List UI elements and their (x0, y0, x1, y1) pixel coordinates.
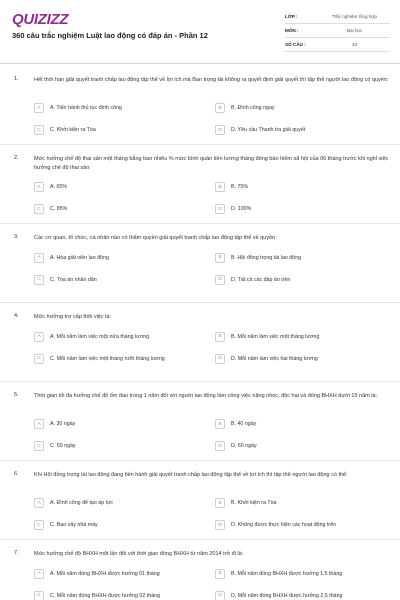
option-text: B. Mỗi năm làm việc một tháng lương (231, 333, 320, 340)
answer-option-b[interactable] (215, 252, 380, 264)
answer-option-d[interactable] (215, 274, 380, 286)
answer-option-d[interactable] (215, 353, 380, 365)
option-text: C. Bao vây nhà máy (50, 522, 98, 528)
question-text: Mức hưởng chế độ BHXH một lần đối với thời gian đóng BHXH từ năm 2014 trở đi là: (34, 551, 244, 557)
option-text: D. Tất cả các đáp án trên (231, 276, 291, 283)
answer-option-a[interactable] (34, 497, 199, 509)
question-text: Các cơ quan, tổ chức, cá nhân nào có thẩm quyền giải quyết tranh chấp lao động tập thể về quyền: (34, 235, 277, 241)
question-number: 6. (14, 471, 19, 477)
option-text: A. Mỗi năm đóng BHXH được hưởng 01 tháng (50, 570, 160, 577)
answer-option-c[interactable] (34, 440, 199, 452)
info-value: 23 (351, 42, 358, 47)
option-letter-box: A (34, 253, 44, 263)
info-value: Trắc nghiệm tổng hợp (332, 14, 377, 19)
option-letter-box: A (34, 498, 44, 508)
worksheet-header (0, 0, 400, 60)
option-letter-box: D (215, 125, 225, 135)
option-letter-box: B (215, 253, 225, 263)
header-divider (0, 63, 400, 64)
question-text: Khi Hội đồng trọng tài lao động đang tiến hành giải quyết tranh chấp lao động tập thể về lợi ích thì tập thể người lao động có thể: (34, 472, 348, 478)
option-text: D. 100% (231, 206, 252, 212)
question-item (0, 382, 400, 461)
option-text: B. 75% (231, 184, 249, 190)
answer-option-c[interactable] (34, 590, 199, 600)
answer-option-c[interactable] (34, 519, 199, 531)
option-letter-box: D (215, 520, 225, 530)
question-item (0, 66, 400, 145)
question-text: Mức hưởng chế độ thai sản một tháng bằng bao nhiêu % mức bình quân tiền lương tháng đóng bảo hiểm xã hội của 06 tháng trước khi nghỉ việc hưởng chế độ thai sản: (34, 156, 389, 171)
option-letter-box: D (215, 204, 225, 214)
option-letter-box: C (34, 275, 44, 285)
option-text: A. Đình công để tạo áp lực (50, 500, 114, 506)
question-list (0, 66, 400, 600)
question-item (0, 303, 400, 382)
question-number: 2. (14, 155, 19, 161)
option-text: C. Tòa án nhân dân (50, 276, 97, 283)
option-text: A. Mỗi năm làm việc một nửa tháng lương (50, 333, 150, 340)
option-letter-box: C (34, 591, 44, 600)
option-text: C. Mỗi năm đóng BHXH được hưởng 02 tháng (50, 592, 161, 599)
question-text: Mức hưởng trợ cấp thôi việc là: (34, 314, 111, 320)
option-text: C. 50 ngày (50, 443, 76, 449)
option-text: C. 85% (50, 206, 68, 212)
info-key: LỚP : (285, 14, 298, 19)
question-text: Thời gian tối đa hưởng chế độ ốm đau trong 1 năm đối với người lao động làm công việc nặng nhọc, độc hại và đóng BHXH dưới 15 năm là: (34, 393, 378, 399)
option-text: D. Yêu cầu Thanh tra giải quyết (231, 127, 306, 133)
option-letter-box: C (34, 441, 44, 451)
option-text: A. Tiến hành thủ tục đình công (50, 105, 122, 111)
question-number: 1. (14, 76, 19, 82)
info-key: MÔN : (285, 28, 299, 33)
option-letter-box: A (34, 569, 44, 579)
option-letter-box: A (34, 419, 44, 429)
answer-option-c[interactable] (34, 274, 199, 286)
option-text: C. Khởi kiện ra Tòa (50, 127, 96, 133)
option-text: B. Mỗi năm đóng BHXH được hưởng 1,5 tháng (231, 570, 343, 577)
answer-option-c[interactable] (34, 353, 199, 365)
answer-option-b[interactable] (215, 568, 380, 580)
answer-option-b[interactable] (215, 181, 380, 193)
answer-option-a[interactable] (34, 102, 199, 114)
info-row-count (285, 38, 390, 52)
quizizz-logo[interactable]: QUIZIZZ (12, 11, 69, 28)
answer-option-d[interactable] (215, 590, 380, 600)
option-text: A. Hòa giải viên lao động (50, 254, 109, 261)
option-letter-box: C (34, 354, 44, 364)
info-key: SỐ CÂU : (285, 42, 306, 47)
option-text: D. 60 ngày (231, 443, 257, 449)
question-number: 5. (14, 392, 19, 398)
option-letter-box: A (34, 332, 44, 342)
question-number: 7. (14, 550, 19, 556)
answer-option-a[interactable] (34, 568, 199, 580)
option-letter-box: B (215, 419, 225, 429)
question-item (0, 540, 400, 600)
option-letter-box: B (215, 332, 225, 342)
question-text: Hết thời hạn giải quyết tranh chấp lao động tập thể về lợi ích mà Ban trọng tài không ra quyết định giải quyết thì tập thể người lao động có quyền: (34, 77, 389, 83)
option-letter-box: D (215, 441, 225, 451)
answer-option-b[interactable] (215, 102, 380, 114)
answer-option-d[interactable] (215, 519, 380, 531)
option-letter-box: A (34, 182, 44, 192)
option-letter-box: D (215, 591, 225, 600)
option-letter-box: B (215, 498, 225, 508)
option-letter-box: C (34, 204, 44, 214)
option-text: A. 65% (50, 184, 68, 190)
option-text: D. Không được thực hiện các hoạt động trên (231, 522, 337, 528)
info-row-subject (285, 24, 390, 38)
answer-option-d[interactable] (215, 203, 380, 215)
option-letter-box: C (34, 520, 44, 530)
answer-option-a[interactable] (34, 181, 199, 193)
option-text: C. Mỗi năm làm việc một tháng rưỡi tháng lương (50, 355, 165, 362)
option-text: B. Đình công ngay (231, 105, 275, 111)
answer-option-b[interactable] (215, 497, 380, 509)
option-letter-box: A (34, 103, 44, 113)
question-item (0, 145, 400, 224)
info-row-class (285, 10, 390, 24)
answer-option-c[interactable] (34, 203, 199, 215)
answer-option-c[interactable] (34, 124, 199, 136)
option-text: B. 40 ngày (231, 421, 257, 427)
question-number: 4. (14, 313, 19, 319)
info-value: Đại học (346, 28, 363, 33)
option-text: D. Mỗi năm đóng BHXH được hưởng 2,5 tháng (231, 592, 343, 599)
answer-option-a[interactable] (34, 252, 199, 264)
question-item (0, 461, 400, 540)
answer-option-a[interactable] (34, 331, 199, 343)
option-letter-box: C (34, 125, 44, 135)
answer-option-d[interactable] (215, 440, 380, 452)
question-item (0, 224, 400, 303)
worksheet-info-box (285, 10, 390, 52)
option-text: D. Mỗi năm làm việc hai tháng lương (231, 355, 318, 362)
option-letter-box: B (215, 103, 225, 113)
question-number: 3. (14, 234, 19, 240)
answer-option-d[interactable] (215, 124, 380, 136)
option-letter-box: D (215, 354, 225, 364)
option-letter-box: D (215, 275, 225, 285)
option-text: B. Hội đồng trọng tài lao động (231, 254, 302, 261)
answer-option-a[interactable] (34, 418, 199, 430)
answer-option-b[interactable] (215, 331, 380, 343)
answer-option-b[interactable] (215, 418, 380, 430)
option-letter-box: B (215, 182, 225, 192)
worksheet-title: 360 câu trắc nghiệm Luật lao động có đáp án - Phần 12 (12, 31, 208, 40)
option-text: A. 30 ngày (50, 421, 76, 427)
option-letter-box: B (215, 569, 225, 579)
option-text: B. Khởi kiện ra Tòa (231, 500, 277, 506)
